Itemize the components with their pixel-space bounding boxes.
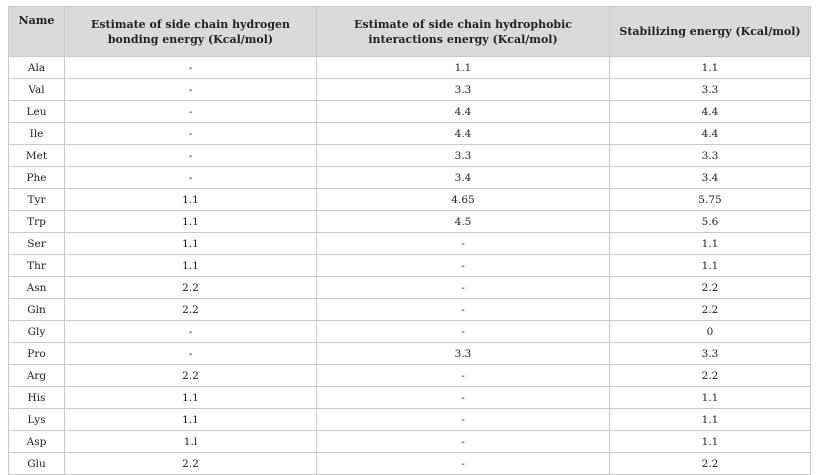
- table-row: [9, 145, 811, 167]
- cell-hydrogen-bonding-energy: -: [65, 145, 317, 167]
- cell-hydrophobic-energy: -: [317, 255, 610, 277]
- cell-name: Tyr: [9, 189, 65, 211]
- cell-hydrogen-bonding-energy: 1.1: [65, 255, 317, 277]
- cell-name: Trp: [9, 211, 65, 233]
- cell-stabilizing-energy: 3.4: [610, 167, 811, 189]
- cell-name: Ala: [9, 57, 65, 79]
- cell-hydrophobic-energy: 1.1: [317, 57, 610, 79]
- cell-hydrophobic-energy: 3.3: [317, 79, 610, 101]
- cell-hydrogen-bonding-energy: -: [65, 101, 317, 123]
- cell-name: Ile: [9, 123, 65, 145]
- cell-name: Phe: [9, 167, 65, 189]
- table-row: [9, 409, 811, 431]
- cell-name: Gln: [9, 299, 65, 321]
- table-row: [9, 321, 811, 343]
- cell-hydrophobic-energy: 4.65: [317, 189, 610, 211]
- cell-hydrogen-bonding-energy: -: [65, 321, 317, 343]
- table-row: [9, 453, 811, 475]
- cell-stabilizing-energy: 1.1: [610, 233, 811, 255]
- cell-hydrophobic-energy: -: [317, 387, 610, 409]
- cell-name: Lys: [9, 409, 65, 431]
- cell-hydrophobic-energy: -: [317, 431, 610, 453]
- table-row: [9, 57, 811, 79]
- cell-stabilizing-energy: 1.1: [610, 431, 811, 453]
- cell-hydrogen-bonding-energy: 2.2: [65, 299, 317, 321]
- table-row: [9, 189, 811, 211]
- cell-stabilizing-energy: 2.2: [610, 365, 811, 387]
- cell-hydrogen-bonding-energy: 1.l: [65, 431, 317, 453]
- cell-hydrogen-bonding-energy: -: [65, 123, 317, 145]
- cell-stabilizing-energy: 1.1: [610, 255, 811, 277]
- energy-table: [8, 6, 811, 475]
- table-row: [9, 79, 811, 101]
- cell-name: Thr: [9, 255, 65, 277]
- cell-name: Asn: [9, 277, 65, 299]
- cell-name: Pro: [9, 343, 65, 365]
- cell-hydrophobic-energy: -: [317, 277, 610, 299]
- header-stabilizing-energy: Stabilizing energy (Kcal/mol): [610, 7, 811, 57]
- cell-hydrophobic-energy: -: [317, 321, 610, 343]
- cell-stabilizing-energy: 2.2: [610, 277, 811, 299]
- cell-stabilizing-energy: 2.2: [610, 299, 811, 321]
- cell-name: Met: [9, 145, 65, 167]
- cell-hydrogen-bonding-energy: 2.2: [65, 365, 317, 387]
- table-row: [9, 299, 811, 321]
- table-row: [9, 123, 811, 145]
- header-row: [9, 7, 811, 57]
- cell-hydrogen-bonding-energy: 1.1: [65, 409, 317, 431]
- cell-stabilizing-energy: 5.75: [610, 189, 811, 211]
- cell-stabilizing-energy: 1.1: [610, 387, 811, 409]
- table-body: [9, 57, 811, 475]
- cell-hydrophobic-energy: -: [317, 233, 610, 255]
- cell-hydrogen-bonding-energy: -: [65, 167, 317, 189]
- cell-name: Ser: [9, 233, 65, 255]
- cell-hydrogen-bonding-energy: -: [65, 57, 317, 79]
- header-name: Name: [9, 7, 65, 57]
- header-hydrophobic-interactions-energy: Estimate of side chain hydrophobic interactions energy (Kcal/mol): [317, 7, 610, 57]
- cell-stabilizing-energy: 4.4: [610, 123, 811, 145]
- cell-hydrophobic-energy: -: [317, 299, 610, 321]
- cell-stabilizing-energy: 4.4: [610, 101, 811, 123]
- cell-hydrogen-bonding-energy: 2.2: [65, 453, 317, 475]
- cell-name: Val: [9, 79, 65, 101]
- cell-stabilizing-energy: 3.3: [610, 145, 811, 167]
- table-row: [9, 167, 811, 189]
- cell-hydrogen-bonding-energy: 1.1: [65, 211, 317, 233]
- table-header: [9, 7, 811, 57]
- table-row: [9, 365, 811, 387]
- cell-stabilizing-energy: 5.6: [610, 211, 811, 233]
- cell-hydrophobic-energy: 3.3: [317, 343, 610, 365]
- table-row: [9, 431, 811, 453]
- cell-hydrogen-bonding-energy: 1.1: [65, 189, 317, 211]
- header-hydrogen-bonding-energy: Estimate of side chain hydrogen bonding energy (Kcal/mol): [65, 7, 317, 57]
- table-row: [9, 343, 811, 365]
- cell-stabilizing-energy: 3.3: [610, 343, 811, 365]
- cell-hydrophobic-energy: -: [317, 409, 610, 431]
- cell-name: Leu: [9, 101, 65, 123]
- cell-name: Gly: [9, 321, 65, 343]
- table-row: [9, 233, 811, 255]
- table-row: [9, 387, 811, 409]
- table-row: [9, 255, 811, 277]
- cell-name: Arg: [9, 365, 65, 387]
- cell-hydrogen-bonding-energy: 1.1: [65, 387, 317, 409]
- cell-name: Glu: [9, 453, 65, 475]
- table-row: [9, 277, 811, 299]
- cell-stabilizing-energy: 1.1: [610, 57, 811, 79]
- cell-name: His: [9, 387, 65, 409]
- cell-stabilizing-energy: 1.1: [610, 409, 811, 431]
- cell-hydrophobic-energy: 4.4: [317, 123, 610, 145]
- cell-hydrophobic-energy: 3.4: [317, 167, 610, 189]
- cell-stabilizing-energy: 0: [610, 321, 811, 343]
- cell-hydrogen-bonding-energy: -: [65, 343, 317, 365]
- cell-stabilizing-energy: 2.2: [610, 453, 811, 475]
- cell-hydrophobic-energy: 4.5: [317, 211, 610, 233]
- cell-hydrogen-bonding-energy: -: [65, 79, 317, 101]
- cell-hydrophobic-energy: -: [317, 365, 610, 387]
- cell-hydrogen-bonding-energy: 1.1: [65, 233, 317, 255]
- cell-name: Asp: [9, 431, 65, 453]
- table-row: [9, 101, 811, 123]
- cell-hydrophobic-energy: 3.3: [317, 145, 610, 167]
- cell-hydrophobic-energy: -: [317, 453, 610, 475]
- cell-hydrophobic-energy: 4.4: [317, 101, 610, 123]
- cell-hydrogen-bonding-energy: 2.2: [65, 277, 317, 299]
- cell-stabilizing-energy: 3.3: [610, 79, 811, 101]
- table-row: [9, 211, 811, 233]
